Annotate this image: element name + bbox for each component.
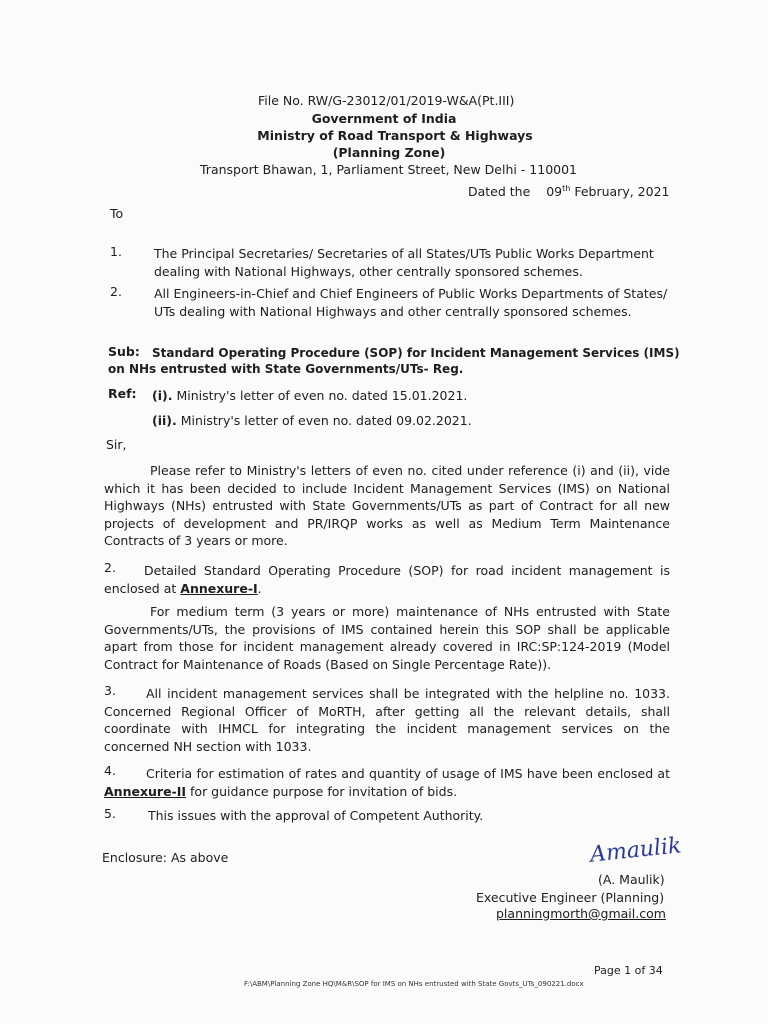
paragraph-2-continued: For medium term (3 years or more) maintenance of NHs entrusted with State Governments/UTs, the provisions of IMS contained herein this SOP shall be applicable apart from those for incident management already covered in IRC:SP:124-2019 (Model Contract for Maintenance of Roads (Based on Single Percentage Rate)).	[104, 604, 670, 672]
to-label: To	[110, 206, 124, 221]
file-path: F:\ABM\Planning Zone HQ\M&R\SOP for IMS on NHs entrusted with State Govts_UTs_090221.docx	[244, 980, 584, 988]
government-line: Government of India	[311, 111, 457, 126]
paragraph-number: 5.	[104, 806, 116, 821]
signature-scribble: Amaulik	[588, 833, 683, 868]
reference-label: Ref:	[108, 386, 137, 401]
paragraph-1: Please refer to Ministry's letters of even no. cited under reference (i) and (ii), vide which it has been decided to include Incident Management Services (IMS) on National Highways (NHs) entrusted with State Governments/UTs as part of Contract for all new projects of development and PR/IRQP works as well as Medium Term Maintenance Contracts of 3 years or more.	[104, 463, 670, 548]
reference-number: (i).	[152, 388, 173, 403]
recipient-text: The Principal Secretaries/ Secretaries of all States/UTs Public Works Department dealing with National Highways, other centrally sponsored schemes.	[154, 246, 654, 279]
recipient-number: 1.	[110, 244, 122, 259]
paragraph-2-end: .	[257, 580, 262, 596]
paragraph-number: 4.	[104, 763, 116, 778]
signatory-email[interactable]: planningmorth@gmail.com	[496, 906, 666, 921]
zone-line: (Planning Zone)	[332, 145, 446, 160]
paragraph-4-text: Criteria for estimation of rates and quantity of usage of IMS have been enclosed at	[146, 766, 670, 781]
paragraph-4	[104, 765, 670, 800]
signatory-designation: Executive Engineer (Planning)	[476, 890, 665, 905]
reference-number: (ii).	[152, 413, 177, 428]
salutation: Sir,	[106, 437, 127, 452]
paragraph-number: 2.	[104, 560, 116, 575]
date-suffix: th	[562, 184, 571, 193]
reference-text: Ministry's letter of even no. dated 15.01.2021.	[176, 388, 468, 403]
reference-item	[152, 388, 467, 403]
date-rest: February, 2021	[574, 184, 670, 200]
address-line: Transport Bhawan, 1, Parliament Street, New Delhi - 110001	[200, 162, 578, 177]
paragraph-3: All incident management services shall be integrated with the helpline no. 1033. Concerned Regional Officer of MoRTH, after getting all the relevant details, shall coordinate with IHMCL for integrating the incident management services on the concerned NH section with 1033.	[104, 686, 670, 754]
paragraph-2	[104, 562, 670, 597]
page-number: Page 1 of 34	[594, 964, 663, 977]
reference-item	[152, 413, 472, 428]
paragraph-4-end: for guidance purpose for invitation of bids.	[186, 783, 458, 799]
signatory-name: (A. Maulik)	[598, 872, 665, 887]
date-line	[468, 184, 669, 199]
date-day: 09	[546, 184, 563, 200]
paragraph-number: 3.	[104, 683, 116, 698]
file-number: File No. RW/G-23012/01/2019-W&A(Pt.III)	[258, 93, 515, 108]
recipient-number: 2.	[110, 284, 122, 299]
subject-label: Sub:	[108, 344, 140, 359]
paragraph-2-text: Detailed Standard Operating Procedure (SOP) for road incident management is enclosed at	[104, 563, 670, 596]
enclosure-note: Enclosure: As above	[102, 850, 229, 865]
annexure-1-link[interactable]: Annexure-I	[180, 580, 258, 596]
recipient-text: All Engineers-in-Chief and Chief Engineers of Public Works Departments of States/ UTs dealing with National Highways and other centrally sponsored schemes.	[154, 286, 668, 319]
subject-text: Standard Operating Procedure (SOP) for Incident Management Services (IMS)	[152, 346, 680, 360]
dated-label: Dated the	[468, 184, 531, 200]
subject-text-cont: on NHs entrusted with State Governments/UTs- Reg.	[108, 362, 464, 376]
ministry-line: Ministry of Road Transport & Highways	[257, 128, 533, 143]
reference-text: Ministry's letter of even no. dated 09.02.2021.	[180, 413, 472, 428]
annexure-2-link[interactable]: Annexure-II	[104, 783, 187, 799]
paragraph-5: This issues with the approval of Competent Authority.	[148, 808, 484, 823]
